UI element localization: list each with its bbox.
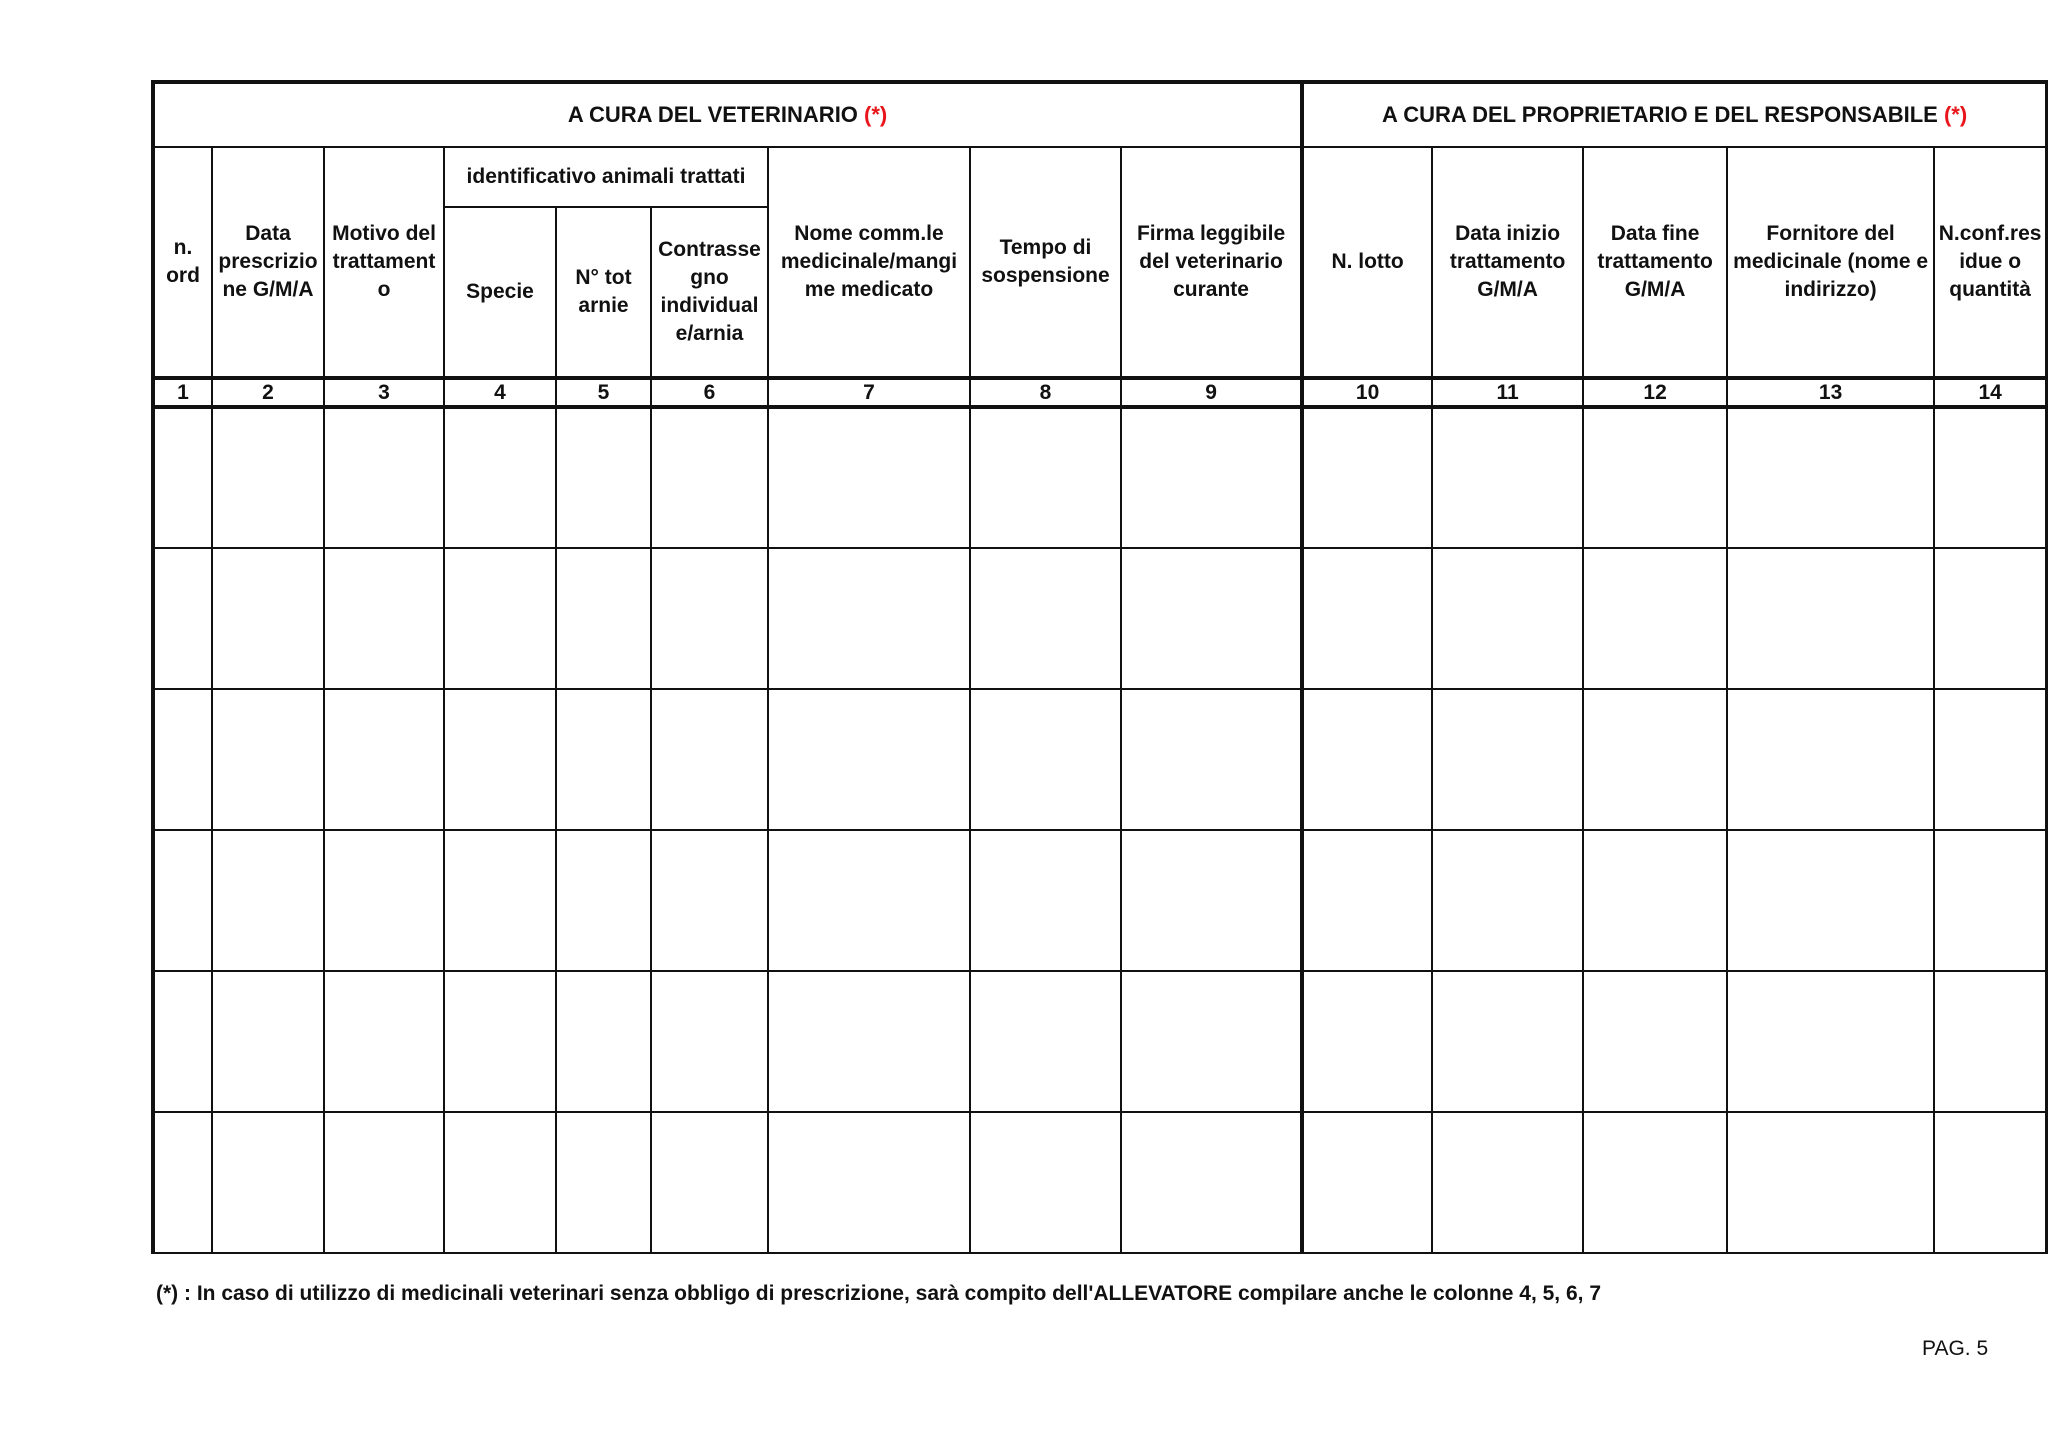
column-header-14: N.conf.residue o quantità	[1934, 147, 2047, 378]
column-header-12: Data fine trattamento G/M/A	[1583, 147, 1727, 378]
entry-cell-col-13[interactable]	[1727, 1112, 1934, 1253]
entry-rows	[153, 407, 2047, 1253]
entry-cell-col-7[interactable]	[768, 407, 970, 548]
entry-cell-col-8[interactable]	[970, 407, 1121, 548]
entry-cell-col-14[interactable]	[1934, 407, 2047, 548]
column-number-4: 4	[444, 378, 556, 407]
table-row	[153, 1112, 2047, 1253]
page-number: PAG. 5	[1922, 1337, 1989, 1360]
entry-cell-col-2[interactable]	[212, 689, 324, 830]
entry-cell-col-13[interactable]	[1727, 689, 1934, 830]
entry-cell-col-12[interactable]	[1583, 407, 1727, 548]
entry-cell-col-4[interactable]	[444, 971, 556, 1112]
entry-cell-col-1[interactable]	[153, 548, 212, 689]
table-row	[153, 548, 2047, 689]
entry-cell-col-9[interactable]	[1121, 689, 1302, 830]
entry-cell-col-3[interactable]	[324, 830, 444, 971]
entry-cell-col-12[interactable]	[1583, 689, 1727, 830]
entry-cell-col-6[interactable]	[651, 548, 768, 689]
section-header-veterinarian	[153, 82, 1302, 147]
entry-cell-col-1[interactable]	[153, 407, 212, 548]
entry-cell-col-1[interactable]	[153, 971, 212, 1112]
entry-cell-col-13[interactable]	[1727, 971, 1934, 1112]
entry-cell-col-10[interactable]	[1302, 971, 1432, 1112]
entry-cell-col-14[interactable]	[1934, 830, 2047, 971]
entry-cell-col-9[interactable]	[1121, 407, 1302, 548]
group-header-animals: identificativo animali trattati	[444, 147, 768, 207]
entry-cell-col-7[interactable]	[768, 971, 970, 1112]
entry-cell-col-6[interactable]	[651, 407, 768, 548]
entry-cell-col-12[interactable]	[1583, 1112, 1727, 1253]
entry-cell-col-5[interactable]	[556, 407, 651, 548]
column-number-12: 12	[1583, 378, 1727, 407]
entry-cell-col-2[interactable]	[212, 548, 324, 689]
entry-cell-col-3[interactable]	[324, 1112, 444, 1253]
entry-cell-col-2[interactable]	[212, 830, 324, 971]
column-header-5: N° tot arnie	[556, 207, 651, 378]
entry-cell-col-2[interactable]	[212, 407, 324, 548]
column-number-9: 9	[1121, 378, 1302, 407]
entry-cell-col-3[interactable]	[324, 971, 444, 1112]
section-label: A CURA DEL PROPRIETARIO E DEL RESPONSABILE	[1382, 102, 1938, 127]
entry-cell-col-9[interactable]	[1121, 548, 1302, 689]
entry-cell-col-6[interactable]	[651, 971, 768, 1112]
table-row	[153, 971, 2047, 1112]
entry-cell-col-5[interactable]	[556, 548, 651, 689]
entry-cell-col-11[interactable]	[1432, 971, 1583, 1112]
entry-cell-col-8[interactable]	[970, 548, 1121, 689]
entry-cell-col-7[interactable]	[768, 548, 970, 689]
column-number-2: 2	[212, 378, 324, 407]
column-header-4: Specie	[444, 207, 556, 378]
column-header-7: Nome comm.le medicinale/mangime medicato	[768, 147, 970, 378]
entry-cell-col-13[interactable]	[1727, 407, 1934, 548]
entry-cell-col-13[interactable]	[1727, 830, 1934, 971]
entry-cell-col-10[interactable]	[1302, 548, 1432, 689]
column-number-11: 11	[1432, 378, 1583, 407]
entry-cell-col-9[interactable]	[1121, 1112, 1302, 1253]
treatment-register-table	[151, 80, 2048, 1254]
entry-cell-col-5[interactable]	[556, 830, 651, 971]
column-header-9: Firma leggibile del veterinario curante	[1121, 147, 1302, 378]
table-row	[153, 407, 2047, 548]
entry-cell-col-8[interactable]	[970, 830, 1121, 971]
column-header-3: Motivo del trattamento	[324, 147, 444, 378]
entry-cell-col-8[interactable]	[970, 971, 1121, 1112]
entry-cell-col-14[interactable]	[1934, 689, 2047, 830]
entry-cell-col-5[interactable]	[556, 971, 651, 1112]
entry-cell-col-4[interactable]	[444, 548, 556, 689]
entry-cell-col-6[interactable]	[651, 830, 768, 971]
entry-cell-col-2[interactable]	[212, 971, 324, 1112]
column-number-10: 10	[1302, 378, 1432, 407]
entry-cell-col-4[interactable]	[444, 830, 556, 971]
required-marker: (*)	[864, 102, 888, 127]
section-header-owner	[1302, 82, 2047, 147]
column-number-7: 7	[768, 378, 970, 407]
entry-cell-col-7[interactable]	[768, 1112, 970, 1253]
entry-cell-col-6[interactable]	[651, 689, 768, 830]
entry-cell-col-1[interactable]	[153, 1112, 212, 1253]
column-header-10: N. lotto	[1302, 147, 1432, 378]
entry-cell-col-8[interactable]	[970, 689, 1121, 830]
entry-cell-col-1[interactable]	[153, 830, 212, 971]
footnote: (*) : In caso di utilizzo di medicinali veterinari senza obbligo di prescrizione, sarà compito dell'ALLEVATORE compilare anche le colonne 4, 5, 6, 7	[156, 1282, 1602, 1305]
entry-cell-col-13[interactable]	[1727, 548, 1934, 689]
entry-cell-col-10[interactable]	[1302, 407, 1432, 548]
entry-cell-col-4[interactable]	[444, 407, 556, 548]
entry-cell-col-11[interactable]	[1432, 407, 1583, 548]
section-label: A CURA DEL VETERINARIO	[567, 102, 858, 127]
column-number-6: 6	[651, 378, 768, 407]
table-row	[153, 689, 2047, 830]
entry-cell-col-4[interactable]	[444, 689, 556, 830]
column-header-13: Fornitore del medicinale (nome e indirizzo)	[1727, 147, 1934, 378]
entry-cell-col-12[interactable]	[1583, 830, 1727, 971]
entry-cell-col-4[interactable]	[444, 1112, 556, 1253]
column-header-1: n. ord	[153, 147, 212, 378]
column-header-2: Data prescrizione G/M/A	[212, 147, 324, 378]
entry-cell-col-14[interactable]	[1934, 1112, 2047, 1253]
entry-cell-col-2[interactable]	[212, 1112, 324, 1253]
column-header-6: Contrassegno individuale/arnia	[651, 207, 768, 378]
entry-cell-col-7[interactable]	[768, 689, 970, 830]
entry-cell-col-12[interactable]	[1583, 548, 1727, 689]
entry-cell-col-10[interactable]	[1302, 689, 1432, 830]
entry-cell-col-1[interactable]	[153, 689, 212, 830]
entry-cell-col-11[interactable]	[1432, 548, 1583, 689]
entry-cell-col-3[interactable]	[324, 407, 444, 548]
table-row	[153, 830, 2047, 971]
column-number-1: 1	[153, 378, 212, 407]
entry-cell-col-8[interactable]	[970, 1112, 1121, 1253]
column-number-14: 14	[1934, 378, 2047, 407]
entry-cell-col-14[interactable]	[1934, 971, 2047, 1112]
entry-cell-col-9[interactable]	[1121, 830, 1302, 971]
column-header-8: Tempo di sospensione	[970, 147, 1121, 378]
entry-cell-col-7[interactable]	[768, 830, 970, 971]
entry-cell-col-12[interactable]	[1583, 971, 1727, 1112]
entry-cell-col-10[interactable]	[1302, 1112, 1432, 1253]
entry-cell-col-9[interactable]	[1121, 971, 1302, 1112]
entry-cell-col-14[interactable]	[1934, 548, 2047, 689]
entry-cell-col-10[interactable]	[1302, 830, 1432, 971]
entry-cell-col-5[interactable]	[556, 1112, 651, 1253]
entry-cell-col-3[interactable]	[324, 689, 444, 830]
entry-cell-col-11[interactable]	[1432, 830, 1583, 971]
entry-cell-col-11[interactable]	[1432, 689, 1583, 830]
column-number-8: 8	[970, 378, 1121, 407]
entry-cell-col-11[interactable]	[1432, 1112, 1583, 1253]
column-number-13: 13	[1727, 378, 1934, 407]
entry-cell-col-6[interactable]	[651, 1112, 768, 1253]
entry-cell-col-3[interactable]	[324, 548, 444, 689]
column-number-3: 3	[324, 378, 444, 407]
column-number-5: 5	[556, 378, 651, 407]
column-header-11: Data inizio trattamento G/M/A	[1432, 147, 1583, 378]
required-marker: (*)	[1943, 102, 1968, 127]
entry-cell-col-5[interactable]	[556, 689, 651, 830]
